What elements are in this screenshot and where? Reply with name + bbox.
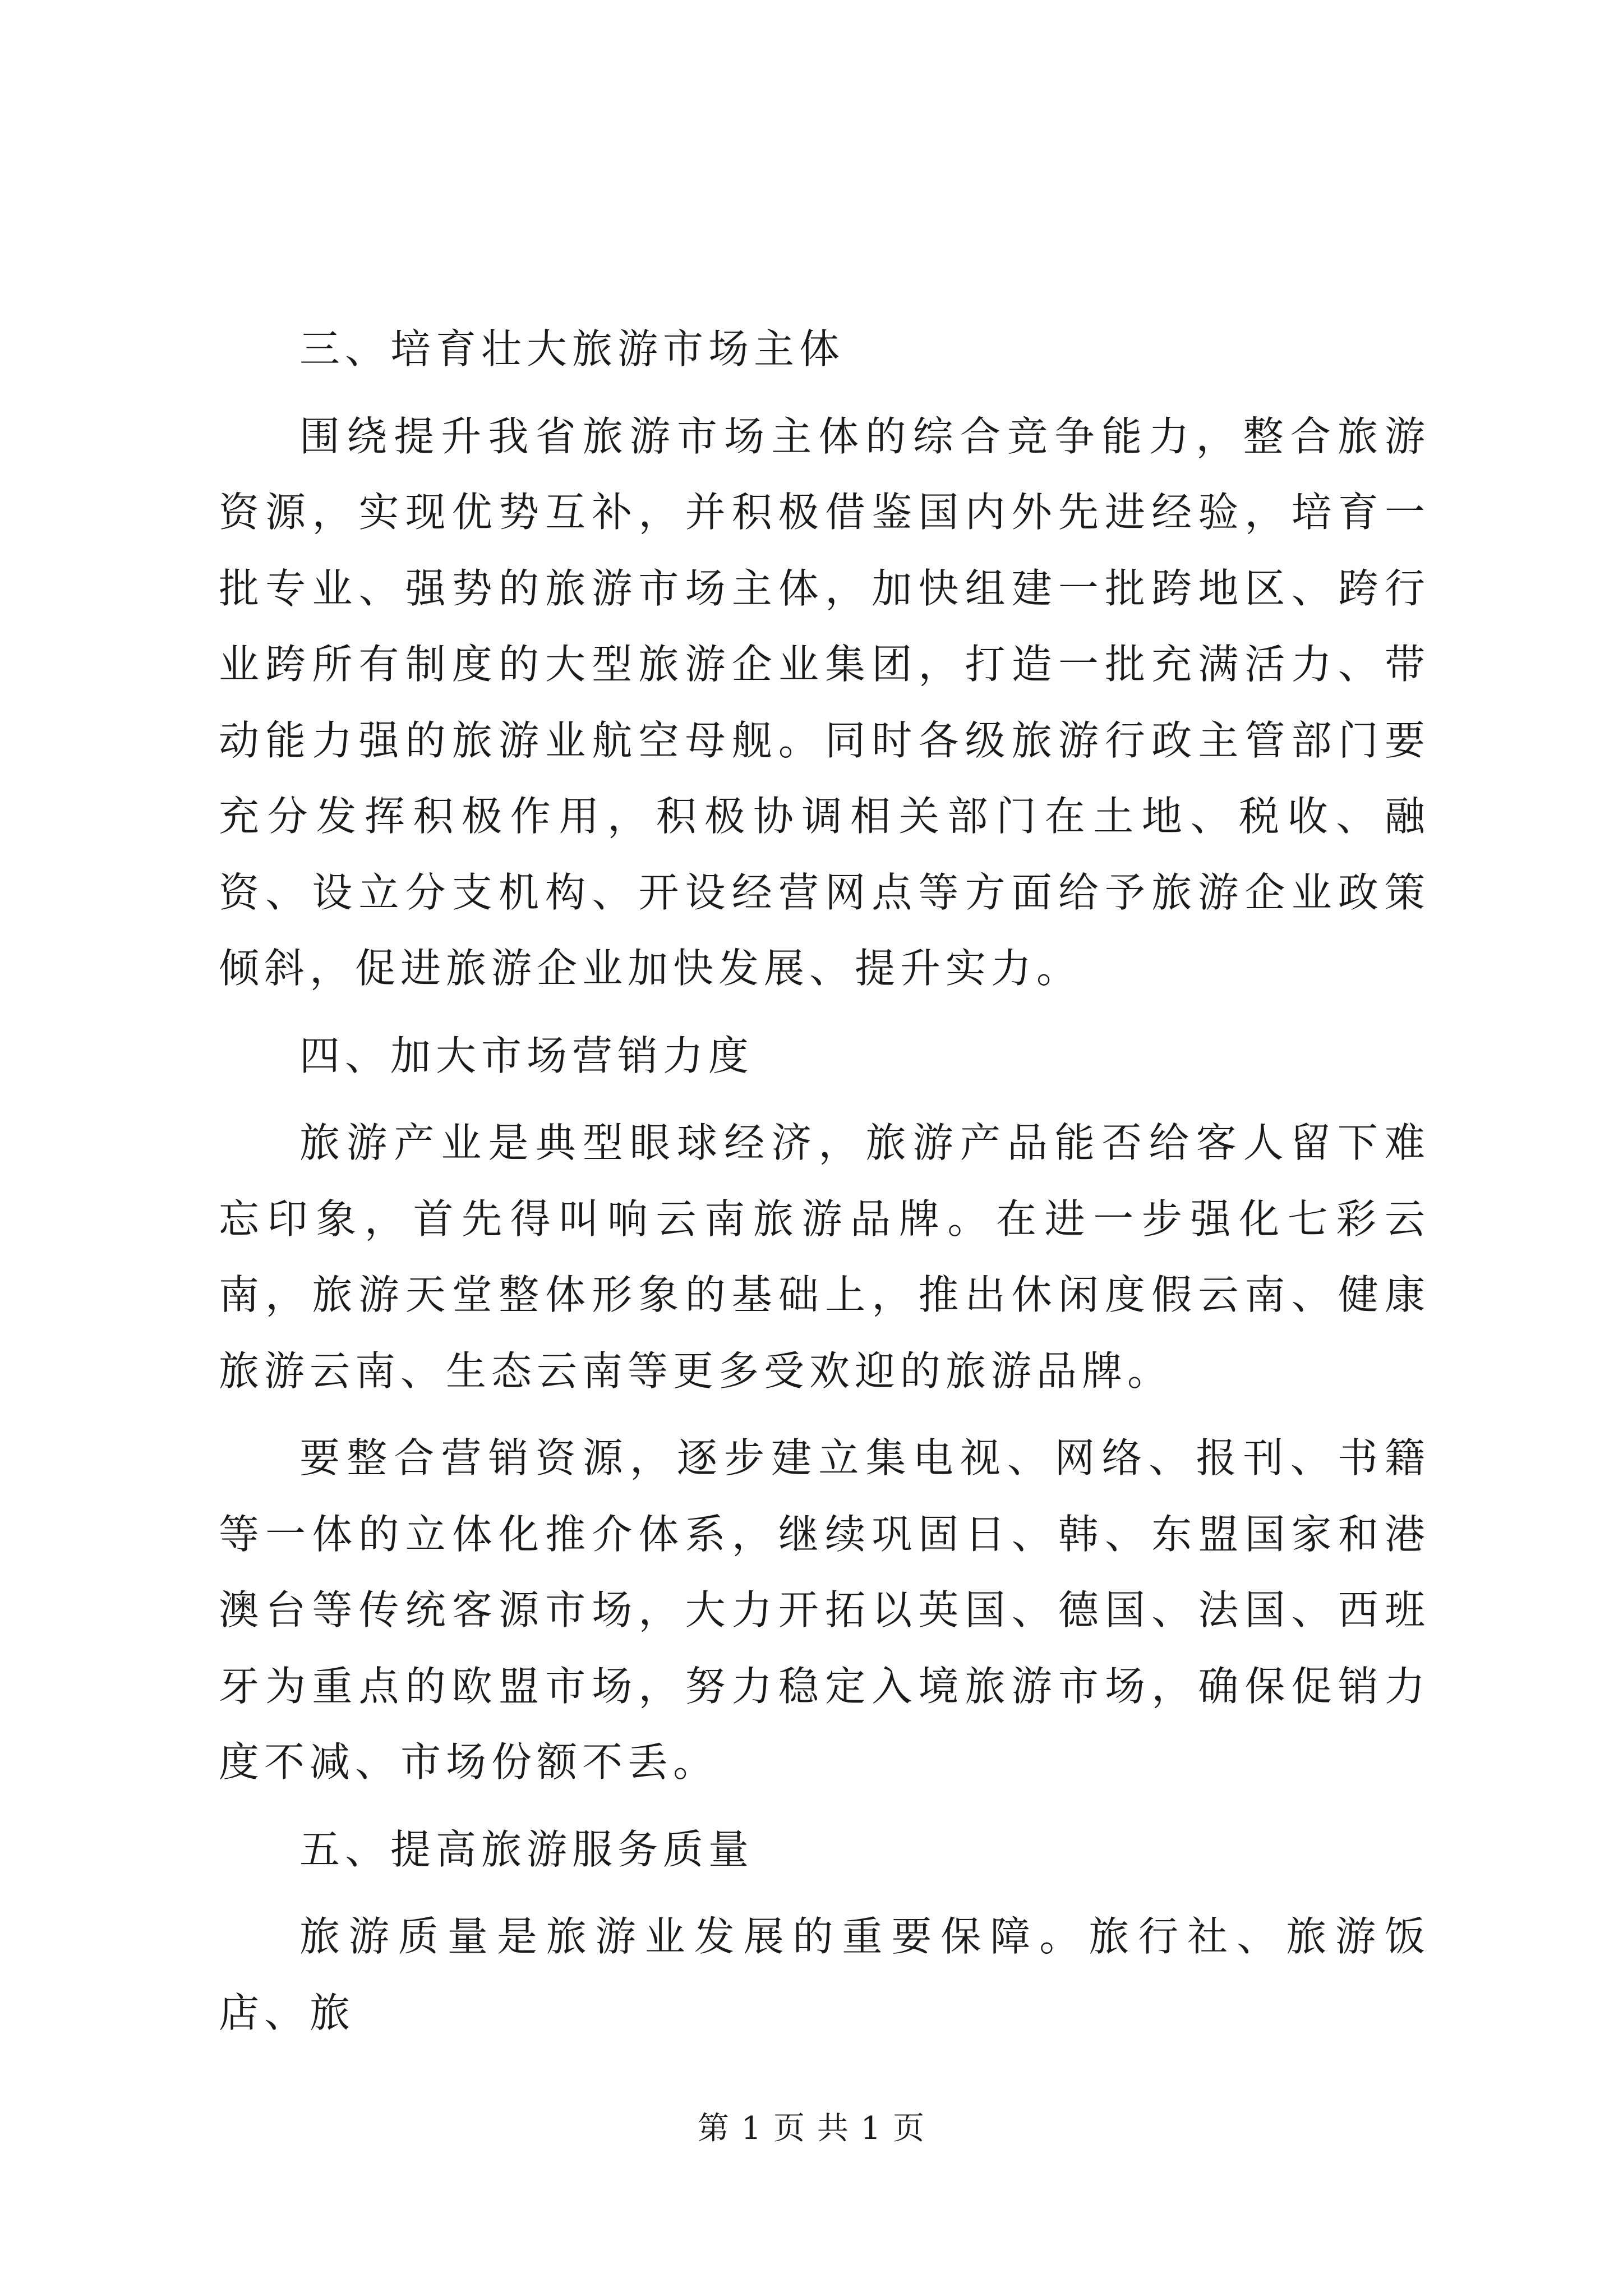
paragraph-service-quality: 旅游质量是旅游业发展的重要保障。旅行社、旅游饭店、旅 (219, 1913, 1430, 2036)
paragraph-tourism-brand: 旅游产业是典型眼球经济，旅游产品能否给客人留下难忘印象，首先得叫响云南旅游品牌。在进一步强化七彩云南，旅游天堂整体形象的基础上，推出休闲度假云南、健康旅游云南、生态云南等更多受欢迎的旅游品牌。 (219, 1119, 1430, 1395)
section-heading-4: 四、加大市场营销力度 (299, 1032, 754, 1079)
paragraph-marketing-resources: 要整合营销资源，逐步建立集电视、网络、报刊、书籍等一体的立体化推介体系，继续巩固日、韩、东盟国家和港澳台等传统客源市场，大力开拓以英国、德国、法国、西班牙为重点的欧盟市场，努力稳定入境旅游市场，确保促销力度不减、市场份额不丢。 (219, 1434, 1430, 1786)
section-heading-3: 三、培育壮大旅游市场主体 (299, 325, 845, 372)
page-footer: 第 1 页 共 1 页 (697, 2110, 926, 2147)
document-body (219, 311, 1430, 2051)
section-heading-5: 五、提高旅游服务质量 (299, 1825, 754, 1873)
paragraph-market-entities: 围绕提升我省旅游市场主体的综合竞争能力，整合旅游资源，实现优势互补，并积极借鉴国内外先进经验，培育一批专业、强势的旅游市场主体，加快组建一批跨地区、跨行业跨所有制度的大型旅游企业集团，打造一批充满活力、带动能力强的旅游业航空母舰。同时各级旅游行政主管部门要充分发挥积极作用，积极协调相关部门在土地、税收、融资、设立分支机构、开设经营网点等方面给予旅游企业政策倾斜，促进旅游企业加快发展、提升实力。 (219, 412, 1430, 992)
